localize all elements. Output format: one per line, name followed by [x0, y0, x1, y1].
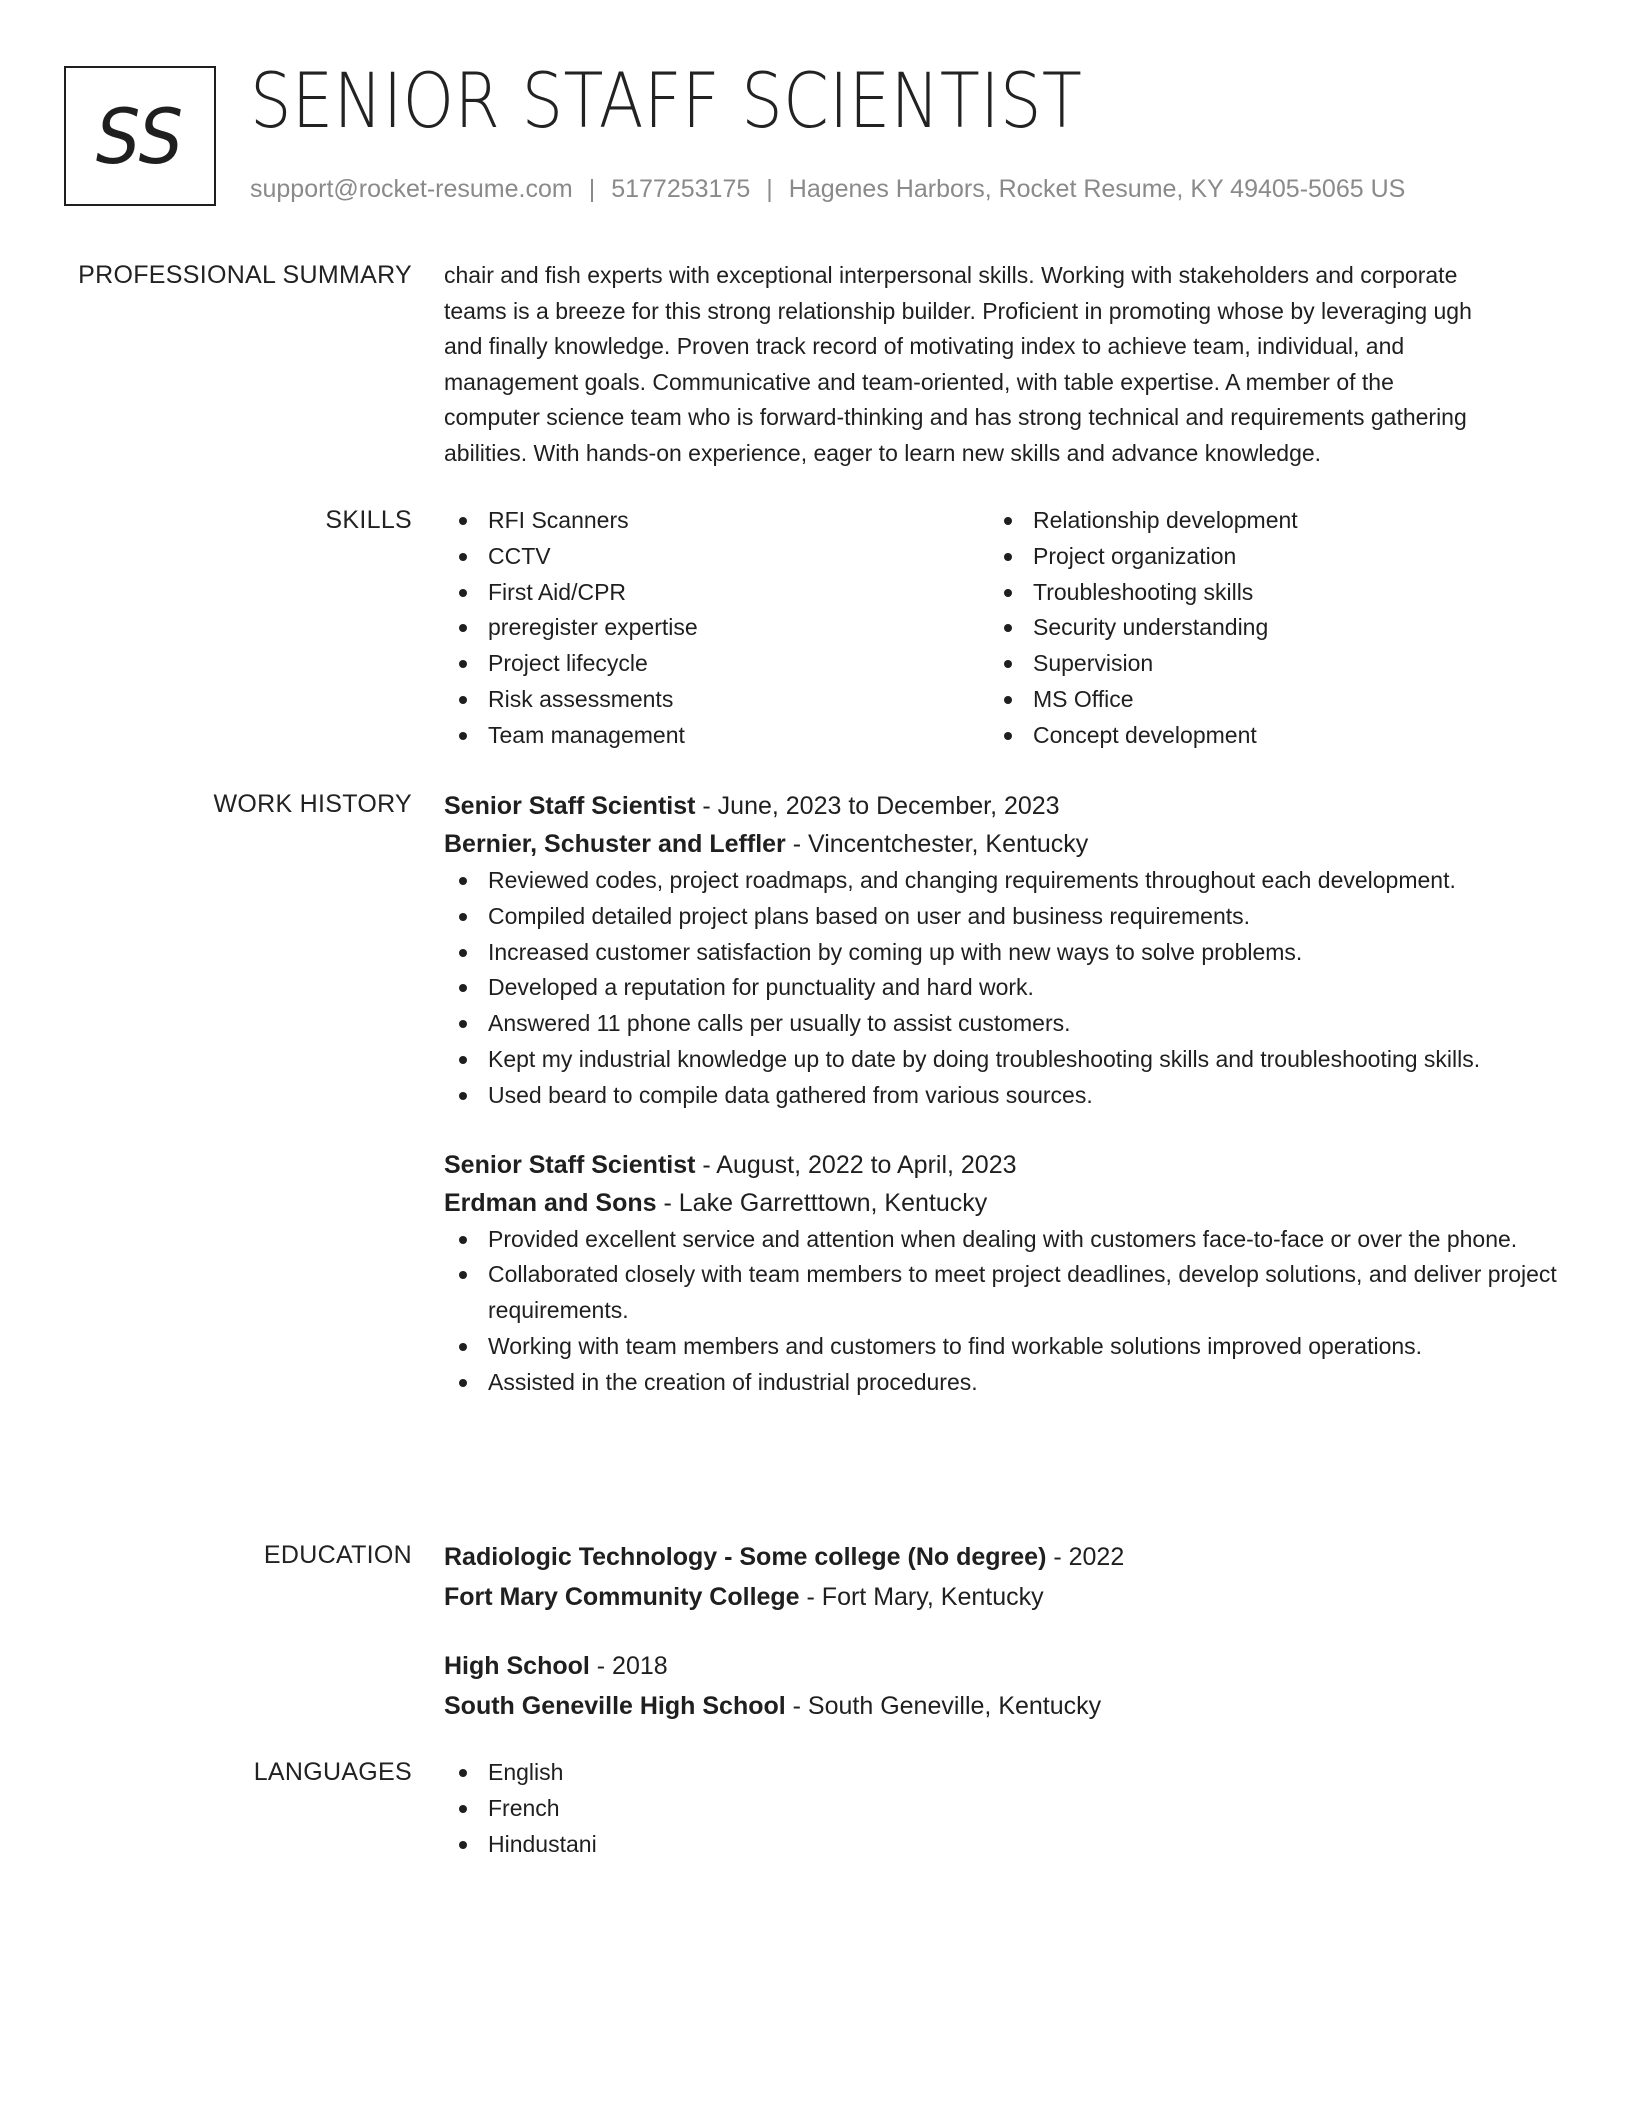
- skills-list-left: [444, 503, 989, 754]
- monogram-box: [64, 66, 216, 206]
- section-label-education: EDUCATION: [263, 1541, 412, 1569]
- job-bullet: Working with team members and customers to find workable solutions improved operations.: [444, 1329, 1564, 1365]
- summary-line: abilities. With hands-on experience, eager to learn new skills and advance knowledge.: [444, 439, 1322, 466]
- section-label-languages: LANGUAGES: [253, 1758, 412, 1786]
- skill-item: Supervision: [989, 646, 1534, 682]
- section-label-skills: SKILLS: [325, 506, 412, 534]
- skill-item: preregister expertise: [444, 610, 989, 646]
- job-entry: [444, 1146, 1564, 1401]
- job-location: - Lake Garretttown, Kentucky: [656, 1188, 988, 1217]
- job-dates: - June, 2023 to December, 2023: [695, 792, 1060, 820]
- education-school-line: [444, 1687, 1564, 1725]
- job-title: Senior Staff Scientist: [444, 1150, 696, 1179]
- skill-item: Risk assessments: [444, 682, 989, 718]
- languages-list: [444, 1755, 1564, 1862]
- skill-item: Relationship development: [989, 503, 1534, 539]
- job-title-line: [444, 1146, 1564, 1184]
- job-bullet: Developed a reputation for punctuality and hard work.: [444, 970, 1564, 1006]
- education-body: [444, 1538, 1564, 1725]
- summary-line: chair and fish experts with exceptional interpersonal skills. Working with stakeholders and corporate: [444, 262, 1458, 288]
- job-bullet-list: [444, 863, 1564, 1114]
- skill-item: Security understanding: [989, 610, 1534, 646]
- skill-item: Project organization: [989, 539, 1534, 575]
- education-school: South Geneville High School: [444, 1692, 786, 1720]
- job-location: - Vincentchester, Kentucky: [785, 830, 1089, 858]
- contact-address: Hagenes Harbors, Rocket Resume, KY 49405-5065 US: [788, 175, 1406, 203]
- languages-body: [444, 1755, 1564, 1862]
- job-bullet: Kept my industrial knowledge up to date by doing troubleshooting skills and troubleshooting skills.: [444, 1042, 1564, 1078]
- job-bullet-list: [444, 1222, 1564, 1401]
- summary-line: and finally knowledge. Proven track record of motivating index to achieve team, individual, and: [444, 333, 1405, 359]
- education-year: - 2018: [589, 1652, 668, 1680]
- job-bullet: Compiled detailed project plans based on user and business requirements.: [444, 899, 1564, 935]
- education-degree: Radiologic Technology - Some college (No degree): [444, 1543, 1047, 1571]
- skill-item: MS Office: [989, 682, 1534, 718]
- skill-item: CCTV: [444, 539, 989, 575]
- job-entry: [444, 787, 1564, 1114]
- contact-email[interactable]: support@rocket-resume.com: [250, 175, 573, 203]
- summary-line: management goals. Communicative and team-oriented, with table expertise. A member of the: [444, 368, 1394, 395]
- skill-item: Concept development: [989, 718, 1534, 754]
- job-bullet: Increased customer satisfaction by coming up with new ways to solve problems.: [444, 935, 1564, 971]
- education-degree-line: [444, 1538, 1564, 1576]
- contact-phone[interactable]: 5177253175: [611, 175, 751, 203]
- job-title: Senior Staff Scientist: [444, 792, 696, 820]
- skill-item: Team management: [444, 718, 989, 754]
- job-company: Bernier, Schuster and Leffler: [444, 830, 786, 858]
- education-degree: High School: [444, 1652, 590, 1680]
- skill-item: Project lifecycle: [444, 646, 989, 682]
- language-item: Hindustani: [444, 1827, 1564, 1863]
- job-company-line: [444, 1184, 1564, 1222]
- section-label-work: WORK HISTORY: [213, 790, 412, 818]
- work-history-body: [444, 787, 1564, 1401]
- skill-item: First Aid/CPR: [444, 575, 989, 611]
- job-bullet: Collaborated closely with team members to meet project deadlines, develop solutions, and deliver project requirements.: [444, 1257, 1564, 1329]
- summary-body: [444, 258, 1564, 471]
- section-label-summary: PROFESSIONAL SUMMARY: [78, 261, 412, 289]
- summary-line: teams is a breeze for this strong relationship builder. Proficient in promoting whose by leveraging ugh: [444, 297, 1472, 324]
- education-degree-line: [444, 1647, 1564, 1685]
- job-company-line: [444, 825, 1564, 863]
- monogram-initials: SS: [95, 91, 185, 181]
- skills-body: [444, 503, 1564, 754]
- job-bullet: Reviewed codes, project roadmaps, and changing requirements throughout each development.: [444, 863, 1564, 899]
- education-entry: [444, 1538, 1564, 1616]
- skill-item: Troubleshooting skills: [989, 575, 1534, 611]
- education-location: - Fort Mary, Kentucky: [799, 1583, 1044, 1611]
- education-school-line: [444, 1578, 1564, 1616]
- language-item: English: [444, 1755, 1564, 1791]
- job-dates: - August, 2022 to April, 2023: [695, 1150, 1017, 1179]
- candidate-title: SENIOR STAFF SCIENTIST: [250, 56, 1083, 145]
- job-company: Erdman and Sons: [444, 1188, 657, 1217]
- job-title-line: [444, 787, 1564, 825]
- job-bullet: Used beard to compile data gathered from various sources.: [444, 1078, 1564, 1114]
- education-entry: [444, 1647, 1564, 1725]
- job-bullet: Answered 11 phone calls per usually to assist customers.: [444, 1006, 1564, 1042]
- contact-separator: |: [588, 175, 596, 203]
- language-item: French: [444, 1791, 1564, 1827]
- summary-line: computer science team who is forward-thinking and has strong technical and requirements gathering: [444, 404, 1467, 430]
- skill-item: RFI Scanners: [444, 503, 989, 539]
- education-school: Fort Mary Community College: [444, 1583, 800, 1611]
- job-bullet: Provided excellent service and attention when dealing with customers face-to-face or over the phone.: [444, 1222, 1564, 1258]
- education-location: - South Geneville, Kentucky: [785, 1692, 1102, 1720]
- skills-list-right: [989, 503, 1534, 754]
- contact-separator: |: [766, 175, 773, 203]
- summary-text: [444, 258, 1564, 471]
- education-year: - 2022: [1046, 1543, 1125, 1571]
- job-bullet: Assisted in the creation of industrial procedures.: [444, 1365, 1564, 1401]
- contact-line: [250, 172, 1405, 206]
